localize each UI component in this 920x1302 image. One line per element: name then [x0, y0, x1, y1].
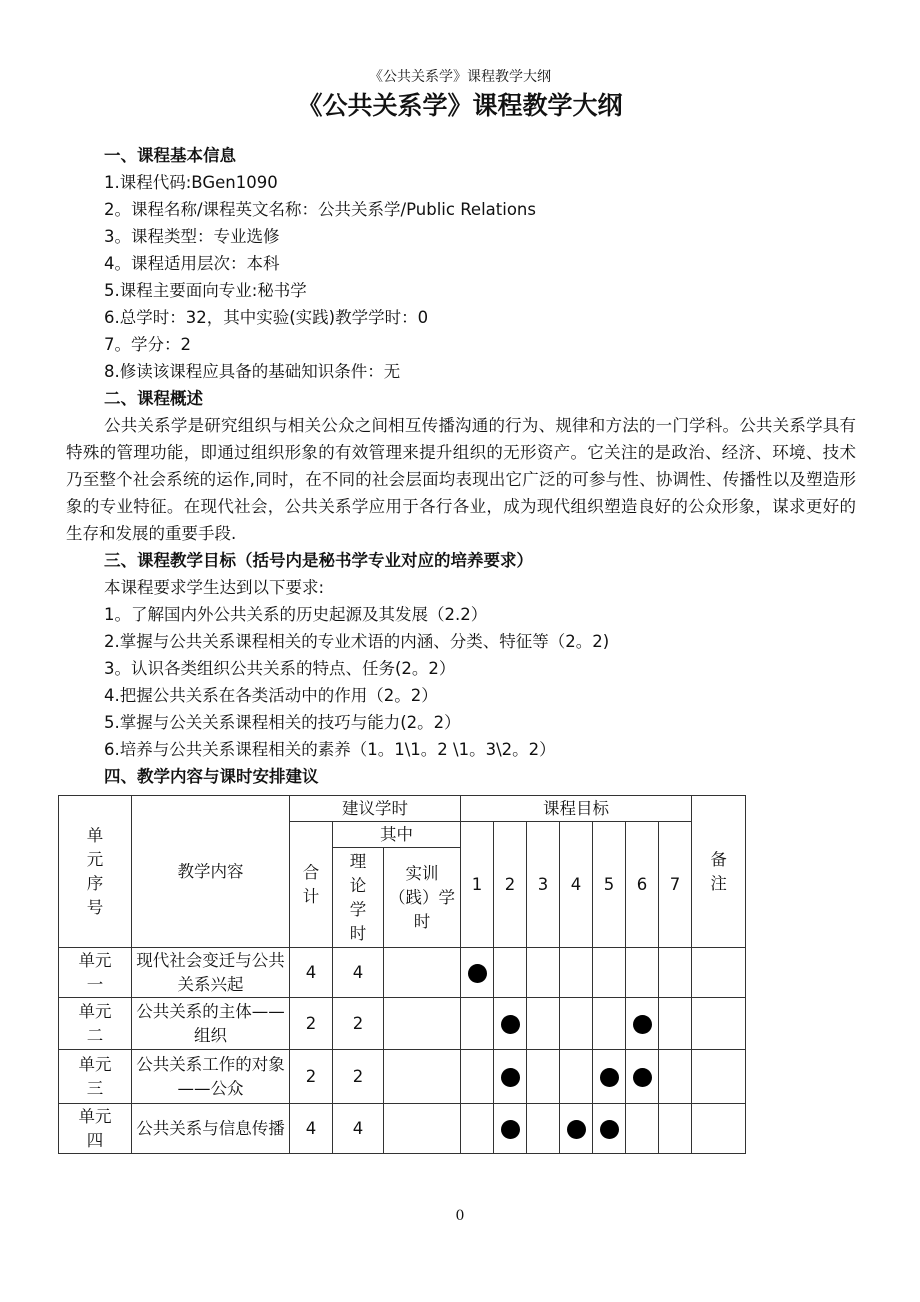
cell-practice [384, 948, 461, 998]
filled-circle-icon [633, 1068, 652, 1087]
cell-goal-5 [593, 1104, 626, 1154]
header-of-which: 其中 [333, 822, 461, 848]
header-goal-4: 4 [560, 822, 593, 948]
info-item: 6.总学时：32，其中实验(实践)教学学时：0 [104, 308, 429, 327]
header-theory: 理论学时 [333, 848, 384, 948]
info-item: 5.课程主要面向专业:秘书学 [104, 281, 307, 300]
filled-circle-icon [468, 964, 487, 983]
objective-item: 5.掌握与公关关系课程相关的技巧与能力(2。2） [104, 713, 461, 732]
table-row [59, 998, 746, 1050]
section1-heading: 一、课程基本信息 [104, 146, 236, 165]
table-body [59, 948, 746, 1154]
filled-circle-icon [600, 1120, 619, 1139]
header-suggested-hours: 建议学时 [290, 796, 461, 822]
header-goal-3: 3 [527, 822, 560, 948]
info-item: 3。课程类型：专业选修 [104, 227, 280, 246]
info-item: 4。课程适用层次：本科 [104, 254, 280, 273]
cell-goal-1 [461, 1050, 494, 1104]
cell-goal-7 [659, 1050, 692, 1104]
cell-goal-4 [560, 998, 593, 1050]
filled-circle-icon [501, 1120, 520, 1139]
cell-remark [692, 948, 746, 998]
filled-circle-icon [501, 1015, 520, 1034]
cell-practice [384, 998, 461, 1050]
cell-goal-7 [659, 998, 692, 1050]
cell-goal-6 [626, 1104, 659, 1154]
objective-item: 3。认识各类组织公共关系的特点、任务(2。2） [104, 659, 456, 678]
cell-goal-2 [494, 1104, 527, 1154]
cell-goal-5 [593, 948, 626, 998]
cell-goal-3 [527, 998, 560, 1050]
cell-goal-4 [560, 1104, 593, 1154]
section2-heading: 二、课程概述 [104, 389, 203, 408]
cell-goal-2 [494, 948, 527, 998]
cell-goal-5 [593, 998, 626, 1050]
cell-goal-6 [626, 1050, 659, 1104]
cell-content: 公共关系与信息传播 [132, 1104, 290, 1154]
info-item: 7。学分：2 [104, 335, 191, 354]
cell-remark [692, 1050, 746, 1104]
header-practice: 实训（践）学时 [384, 848, 461, 948]
header-goal-1: 1 [461, 822, 494, 948]
header-course-goals: 课程目标 [461, 796, 692, 822]
header-goal-5: 5 [593, 822, 626, 948]
filled-circle-icon [567, 1120, 586, 1139]
cell-practice [384, 1104, 461, 1154]
cell-goal-7 [659, 948, 692, 998]
filled-circle-icon [501, 1068, 520, 1087]
cell-goal-3 [527, 1050, 560, 1104]
cell-goal-2 [494, 1050, 527, 1104]
filled-circle-icon [633, 1015, 652, 1034]
section3-heading: 三、课程教学目标（括号内是秘书学专业对应的培养要求） [104, 551, 533, 570]
cell-content: 公共关系的主体——组织 [132, 998, 290, 1050]
cell-unit: 单元一 [59, 948, 132, 998]
cell-goal-1 [461, 948, 494, 998]
cell-goal-6 [626, 948, 659, 998]
header-goal-2: 2 [494, 822, 527, 948]
cell-theory: 2 [333, 998, 384, 1050]
cell-goal-4 [560, 948, 593, 998]
cell-goal-1 [461, 1104, 494, 1154]
section4-heading: 四、教学内容与课时安排建议 [104, 767, 319, 786]
objectives-list [66, 601, 856, 763]
cell-content: 公共关系工作的对象——公众 [132, 1050, 290, 1104]
page-number: 0 [455, 1208, 465, 1224]
cell-remark [692, 998, 746, 1050]
cell-unit: 单元四 [59, 1104, 132, 1154]
cell-goal-6 [626, 998, 659, 1050]
cell-goal-1 [461, 998, 494, 1050]
filled-circle-icon [600, 1068, 619, 1087]
cell-practice [384, 1050, 461, 1104]
cell-goal-3 [527, 948, 560, 998]
cell-goal-2 [494, 998, 527, 1050]
info-item: 8.修读该课程应具备的基础知识条件：无 [104, 362, 401, 381]
header-goal-7: 7 [659, 822, 692, 948]
header-total: 合计 [290, 822, 333, 948]
cell-goal-4 [560, 1050, 593, 1104]
cell-theory: 4 [333, 1104, 384, 1154]
table-row [59, 1104, 746, 1154]
header-content: 教学内容 [132, 796, 290, 948]
cell-remark [692, 1104, 746, 1154]
header-goal-6: 6 [626, 822, 659, 948]
objective-item: 2.掌握与公共关系课程相关的专业术语的内涵、分类、特征等（2。2) [104, 632, 610, 651]
cell-theory: 2 [333, 1050, 384, 1104]
cell-unit: 单元三 [59, 1050, 132, 1104]
cell-total: 2 [290, 1050, 333, 1104]
header-unit: 单元序号 [59, 796, 132, 948]
objectives-intro: 本课程要求学生达到以下要求: [104, 578, 325, 597]
cell-theory: 4 [333, 948, 384, 998]
cell-content: 现代社会变迁与公共关系兴起 [132, 948, 290, 998]
cell-goal-7 [659, 1104, 692, 1154]
running-header: 《公共关系学》课程教学大纲 [369, 69, 551, 85]
section1-list [66, 169, 856, 385]
header-remark: 备注 [692, 796, 746, 948]
info-item: 2。课程名称/课程英文名称：公共关系学/Public Relations [104, 200, 536, 219]
document-title: 《公共关系学》课程教学大纲 [297, 91, 623, 120]
cell-unit: 单元二 [59, 998, 132, 1050]
overview-paragraph: 公共关系学是研究组织与相关公众之间相互传播沟通的行为、规律和方法的一门学科。公共关系学具有特殊的管理功能，即通过组织形象的有效管理来提升组织的无形资产。它关注的是政治、经济、环境、技术乃至整个社会系统的运作,同时，在不同的社会层面均表现出它广泛的可参与性、协调性、传播性以及塑造形象的专业特征。在现代社会，公共关系学应用于各行各业，成为现代组织塑造良好的公众形象，谋求更好的生存和发展的重要手段. [66, 416, 856, 543]
cell-total: 4 [290, 948, 333, 998]
objective-item: 6.培养与公共关系课程相关的素养（1。1\1。2 \1。3\2。2） [104, 740, 556, 759]
cell-goal-5 [593, 1050, 626, 1104]
cell-goal-3 [527, 1104, 560, 1154]
objective-item: 4.把握公共关系在各类活动中的作用（2。2） [104, 686, 438, 705]
cell-total: 4 [290, 1104, 333, 1154]
cell-total: 2 [290, 998, 333, 1050]
info-item: 1.课程代码:BGen1090 [104, 173, 278, 192]
objective-item: 1。了解国内外公共关系的历史起源及其发展（2.2） [104, 605, 488, 624]
schedule-table [58, 795, 746, 1154]
document-body [66, 142, 856, 790]
table-row [59, 948, 746, 998]
table-row [59, 1050, 746, 1104]
